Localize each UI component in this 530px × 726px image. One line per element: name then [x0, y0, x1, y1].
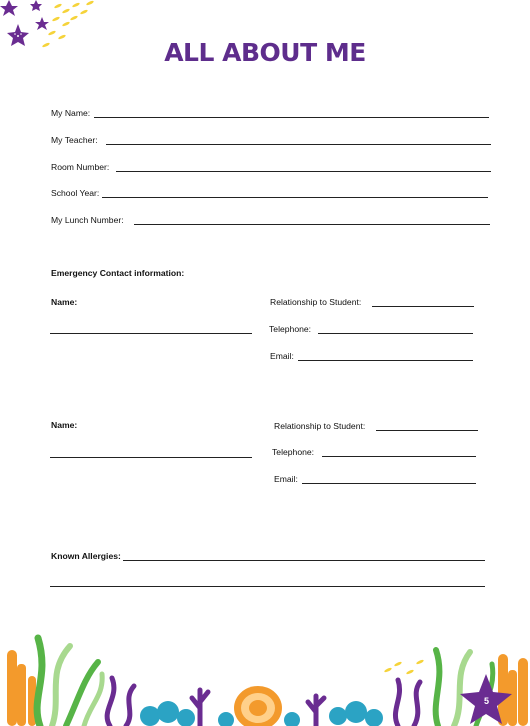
starfish-icon [35, 17, 49, 30]
my-teacher-label: My Teacher: [51, 135, 98, 145]
contact1-email-line[interactable] [298, 360, 473, 361]
contact2-email-line[interactable] [302, 483, 476, 484]
my-name-label: My Name: [51, 108, 91, 118]
contact2-name-line[interactable] [50, 457, 252, 458]
contact1-relationship-label: Relationship to Student: [270, 297, 362, 307]
contact2-telephone-label: Telephone: [272, 447, 315, 457]
contact1-name-label: Name: [51, 297, 78, 307]
contact2-relationship-line[interactable] [376, 430, 478, 431]
lunch-number-line[interactable] [134, 224, 490, 225]
page-number: 5 [484, 696, 490, 706]
room-number-label: Room Number: [51, 162, 110, 172]
sea-decoration-bottom [0, 618, 530, 726]
contact1-telephone-line[interactable] [318, 333, 473, 334]
school-year-line[interactable] [102, 197, 488, 198]
sponge-coral-icon [234, 686, 282, 726]
starfish-icon [30, 0, 42, 11]
fish-school-icon [384, 659, 424, 675]
my-teacher-line[interactable] [106, 144, 491, 145]
my-name-line[interactable] [94, 117, 489, 118]
lunch-number-label: My Lunch Number: [51, 215, 124, 225]
contact2-relationship-label: Relationship to Student: [274, 421, 366, 431]
contact1-relationship-line[interactable] [372, 306, 474, 307]
allergies-line-2[interactable] [50, 586, 485, 587]
contact1-name-line[interactable] [50, 333, 252, 334]
contact2-telephone-line[interactable] [322, 456, 476, 457]
page-title: ALL ABOUT ME [164, 38, 366, 67]
allergies-label: Known Allergies: [51, 551, 121, 561]
contact2-name-label: Name: [51, 420, 78, 430]
contact2-email-label: Email: [274, 474, 298, 484]
emergency-heading: Emergency Contact information: [51, 268, 185, 278]
contact1-email-label: Email: [270, 351, 294, 361]
contact1-telephone-label: Telephone: [269, 324, 312, 334]
starfish-icon [0, 0, 18, 16]
school-year-label: School Year: [51, 188, 100, 198]
allergies-line[interactable] [123, 560, 485, 561]
room-number-line[interactable] [116, 171, 491, 172]
